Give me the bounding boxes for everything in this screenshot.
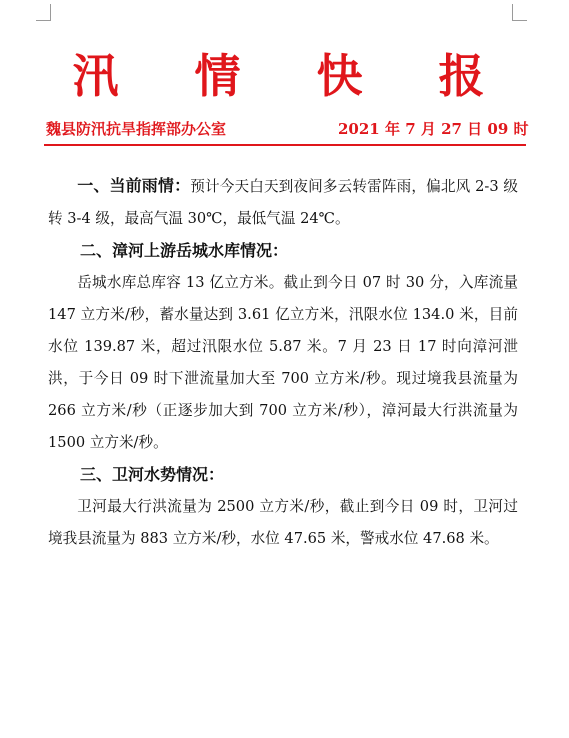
header-divider [44,144,526,146]
crop-mark-top-right [512,4,527,21]
section-reservoir-text: 岳城水库总库容 13 亿立方米。截止到今日 07 时 30 分，入库流量 147 立方米/秒，蓄水量达到 3.61 亿立方米，汛限水位 134.0 米，目前水位 139.87 米，超过汛限水位 5.87 米。7 月 23 日 17 时向漳河泄洪，于今日 09 时下泄流量加大至 700 立方米/秒。现过境我县流量为 266 立方米/秒（正逐步加大到 700 立方米/秒），漳河最大行洪流量为 1500 立方米/秒。 [48,274,518,451]
section-weihe-text: 卫河最大行洪流量为 2500 立方米/秒，截止到今日 09 时，卫河过境我县流量为 883 立方米/秒，水位 47.65 米，警戒水位 47.68 米。 [48,498,518,547]
section-weihe-heading: 三、卫河水势情况： [80,465,225,484]
section-rain [48,170,518,235]
document-title: 汛 情 快 报 [72,49,515,103]
section-reservoir-heading: 二、漳河上游岳城水库情况： [80,241,289,260]
section-rain-heading: 一、当前雨情： [77,176,191,195]
issue-date: 2021 年 7 月 27 日 09 时 [338,120,529,138]
crop-mark-top-left [36,4,51,21]
document-body [48,170,518,555]
section-rain-text: 预计今天白天到夜间多云转雷阵雨，偏北风 2-3 级转 3-4 级，最高气温 30℃，最低气温 24℃。 [48,178,518,227]
issuer-name: 魏县防汛抗旱指挥部办公室 [46,120,227,138]
